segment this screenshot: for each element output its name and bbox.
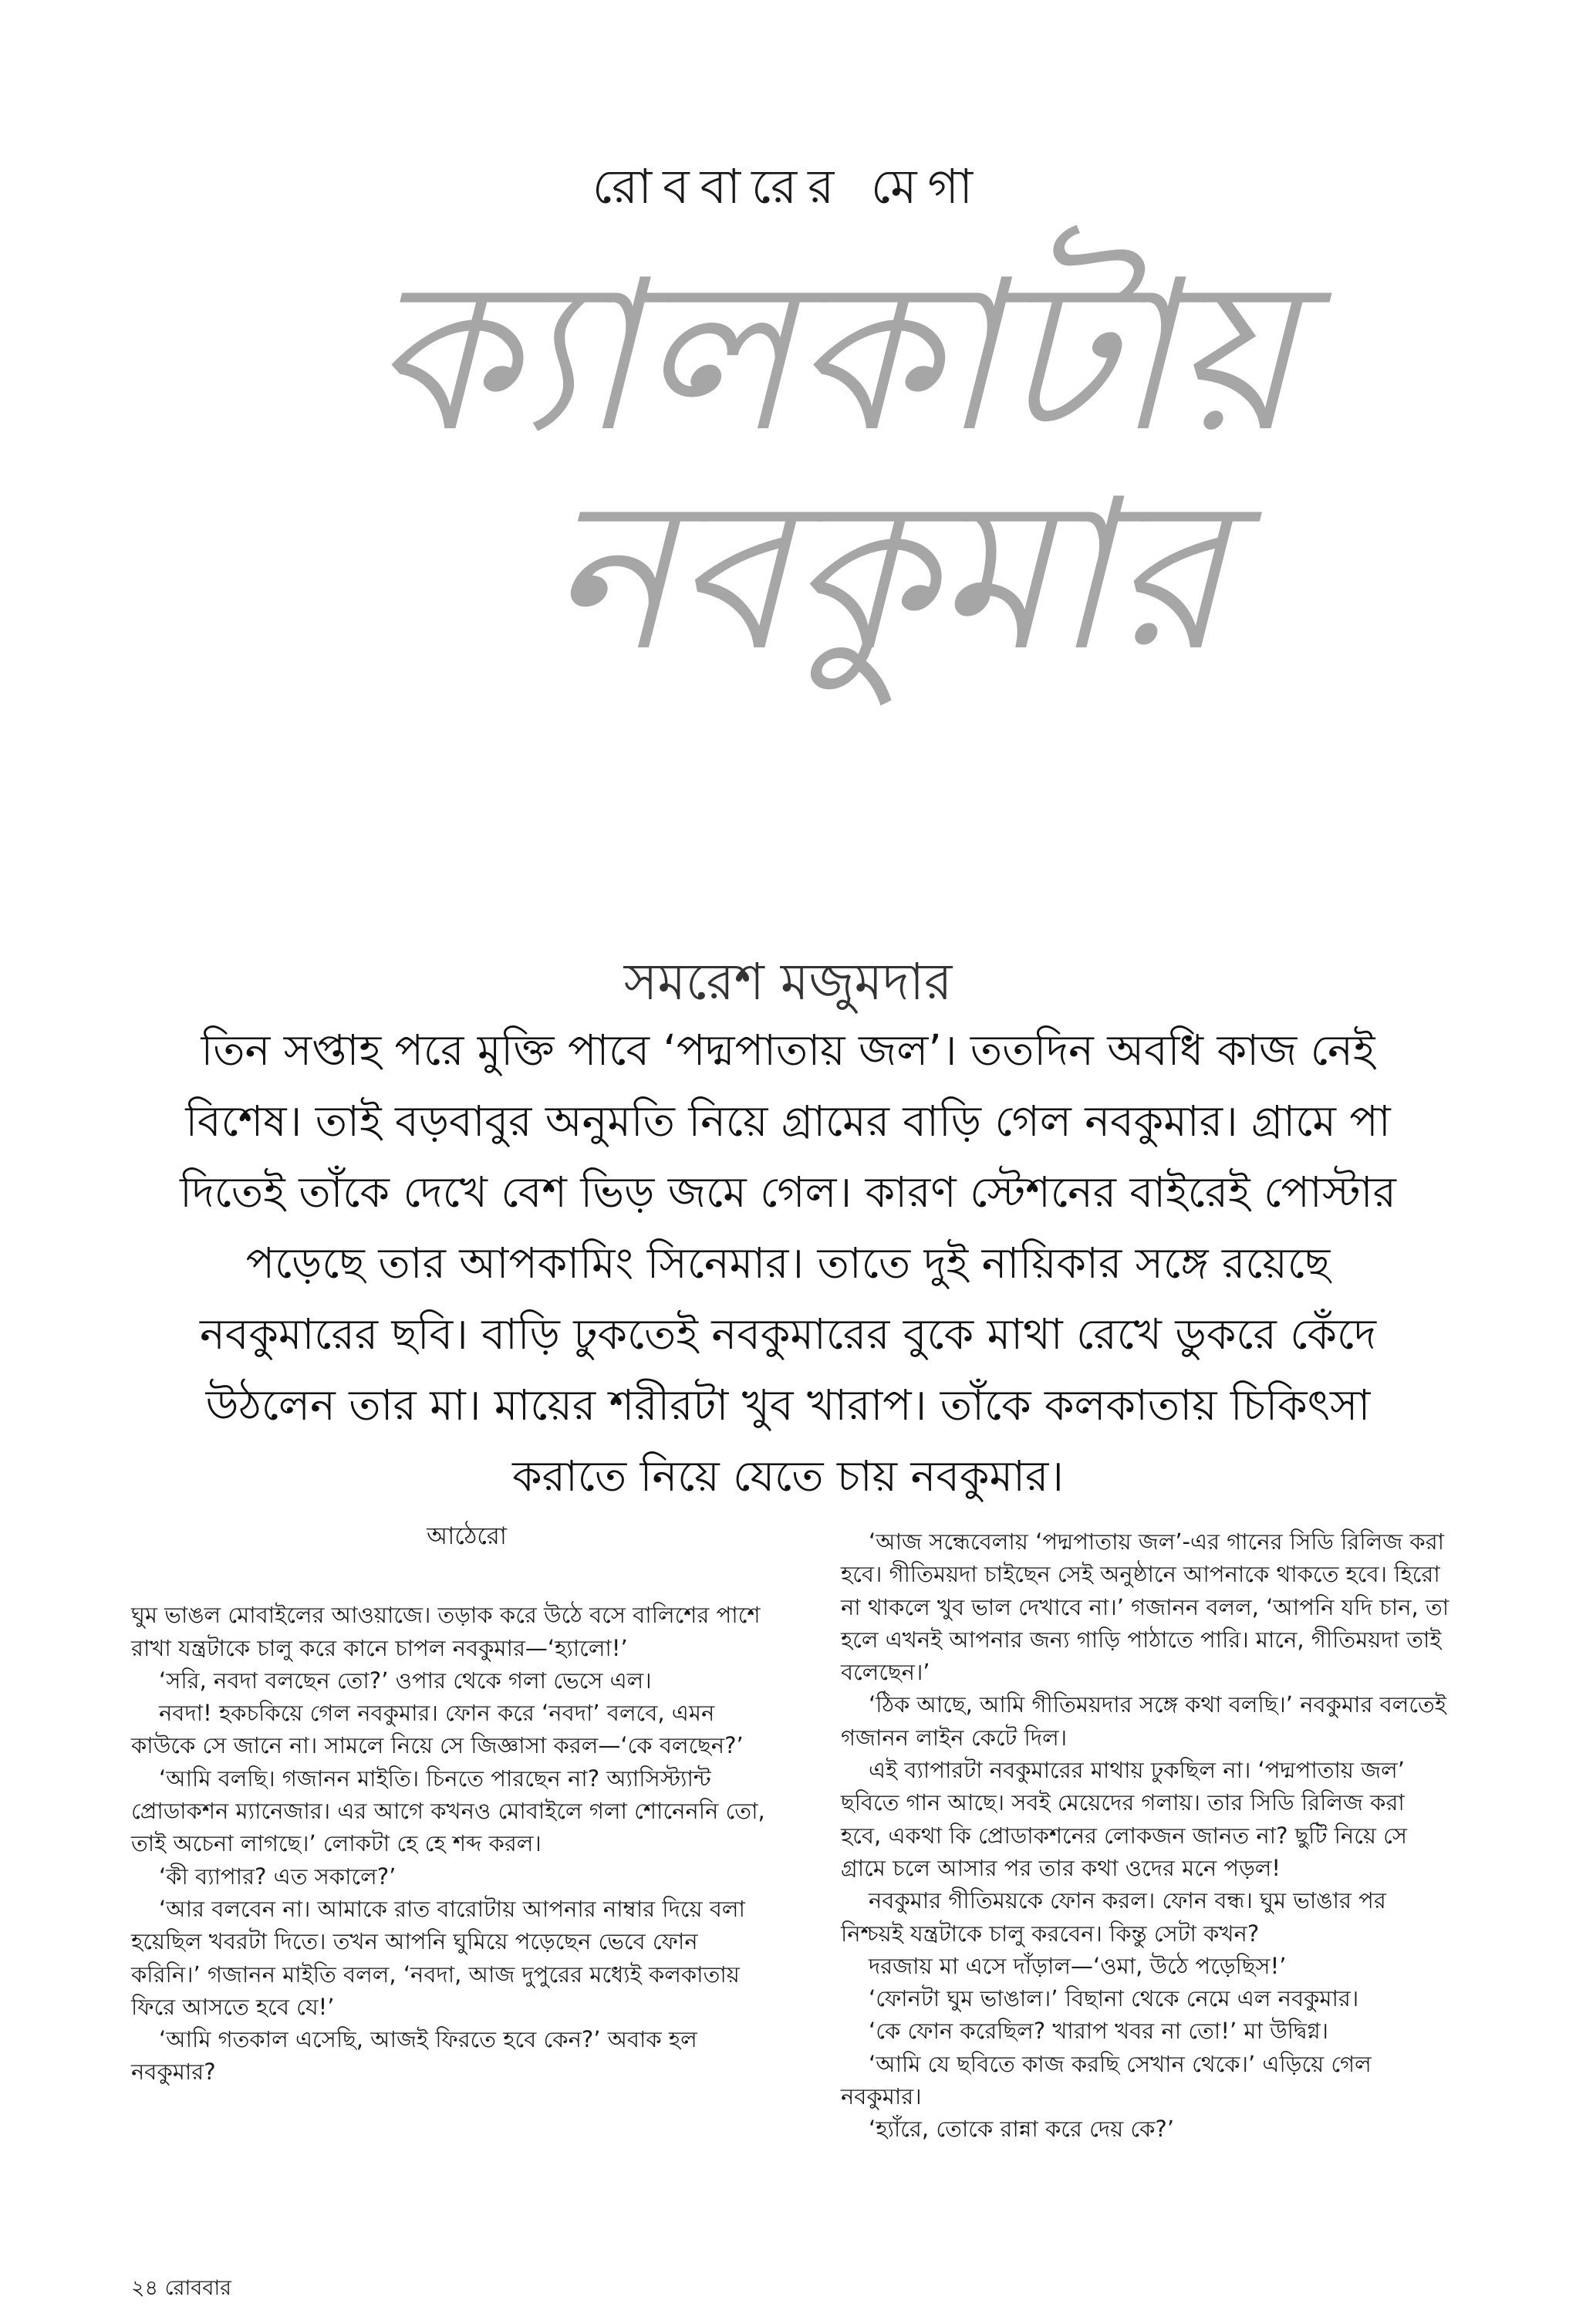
paragraph: ‘হ্যাঁরে, তোকে রান্না করে দেয় কে?’ [869,2116,1175,2143]
story-title-line-2: নবকুমার [548,453,1226,697]
paragraph: ‘আর বলবেন না। আমাকে রাত বারোটায় আপনার নাম্বার দিয়ে বলা হয়েছিল খবরটা দিতে। তখন আপনি ঘুমিয়ে পড়েছেন ভেবে ফোন করিনি।’ গজানন মাইতি বলল, ‘নবদা, আজ দুপুরের মধ্যেই কলকাতায় ফিরে আসতে হবে যে!’ [131,1895,745,2020]
kicker-heading: রোববারের মেগা [592,158,984,214]
paragraph: ‘ফোনটা ঘুম ভাঙাল।’ বিছানা থেকে নেমে এল নবকুমার। [869,1985,1359,2012]
chapter-heading: আঠেরো [427,1522,507,1550]
paragraph: ‘আজ সন্ধেবেলায় ‘পদ্মপাতায় জল’-এর গানের সিডি রিলিজ করা হবে। গীতিময়দা চাইছেন সেই অনুষ্ঠানে আপনাকে থাকতে হবে। হিরো না থাকলে খুব ভাল দেখাবে না।’ গজানন বলল, ‘আপনি যদি চান, তা হলে এখনই আপনার জন্য গাড়ি পাঠাতে পারি। মানে, গীতিময়দা তাই বলেছেন।’ [841,1529,1449,1686]
paragraph: নবকুমার গীতিময়কে ফোন করল। ফোন বন্ধ। ঘুম ভাঙার পর নিশ্চয়ই যন্ত্রটাকে চালু করবেন। কিন্তু সেটা কখন? [841,1887,1386,1947]
paragraph: ‘সরি, নবদা বলছেন তো?’ ওপার থেকে গলা ভেসে এল। [159,1667,652,1694]
text-column-left [131,1520,771,2089]
paragraph: ‘কী ব্যাপার? এত সকালে?’ [159,1863,397,1890]
text-column-right [841,1525,1450,2146]
story-title [324,235,1342,697]
paragraph: ‘আমি বলছি। গজানন মাইতি। চিনতে পারছেন না? অ্যাসিস্ট্যান্ট প্রোডাকশন ম্যানেজার। এর আগে কখনও মোবাইলে গলা শোনেননি তো, তাই অচেনা লাগছে।’ লোকটা হে হে শব্দ করল। [131,1765,765,1857]
paragraph: ঘুম ভাঙল মোবাইলের আওয়াজে। তড়াক করে উঠে বসে বালিশের পাশে রাখা যন্ত্রটাকে চালু করে কানে চাপল নবকুমার—‘হ্যালো!’ [131,1602,761,1661]
paragraph: ‘ঠিক আছে, আমি গীতিময়দার সঙ্গে কথা বলছি।’ নবকুমার বলতেই গজানন লাইন কেটে দিল। [841,1691,1446,1751]
paragraph: ‘কে ফোন করেছিল? খারাপ খবর না তো!’ মা উদ্বিগ্ন। [869,2018,1329,2045]
paragraph: দরজায় মা এসে দাঁড়াল—‘ওমা, উঠে পড়েছিস!’ [869,1952,1287,1979]
paragraph: ‘আমি যে ছবিতে কাজ করছি সেখান থেকে।’ এড়িয়ে গেল নবকুমার। [841,2050,1372,2110]
author-name: সমরেশ মজুমদার [623,952,953,1012]
paragraph: ‘আমি গতকাল এসেছি, আজই ফিরতে হবে কেন?’ অবাক হল নবকুমার? [131,2026,697,2086]
page-folio: ২৪ রোববার [131,2276,232,2300]
paragraph: নবদা! হকচকিয়ে গেল নবকুমার। ফোন করে ‘নবদা’ বলবে, এমন কাউকে সে জানে না। সামলে নিয়ে সে জিজ্ঞাসা করল—‘কে বলছেন?’ [131,1700,744,1759]
story-title-line-1: ক্যালকাটায় [370,235,1296,478]
paragraph: এই ব্যাপারটা নবকুমারের মাথায় ঢুকছিল না। ‘পদ্মপাতায় জল’ ছবিতে গান আছে। সবই মেয়েদের গলায়। তার সিডি রিলিজ করা হবে, একথা কি প্রোডাকশনের লোকজন জানত না? ছুটি নিয়ে সে গ্রামে চলে আসার পর তার কথা ওদের মনে পড়ল! [841,1757,1408,1881]
intro-standfirst: তিন সপ্তাহ পরে মুক্তি পাবে ‘পদ্মপাতায় জল’। ততদিন অবধি কাজ নেই বিশেষ। তাই বড়বাবুর অনুমতি নিয়ে গ্রামের বাড়ি গেল নবকুমার। গ্রামে পা দিতেই তাঁকে দেখে বেশ ভিড় জমে গেল। কারণ স্টেশনের বাইরেই পোস্টার পড়েছে তার আপকামিং সিনেমার। তাতে দুই নায়িকার সঙ্গে রয়েছে নবকুমারের ছবি। বাড়ি ঢুকতেই নবকুমারের বুকে মাথা রেখে ডুকরে কেঁদে উঠলেন তার মা। মায়ের শরীরটা খুব খারাপ। তাঁকে কলকাতায় চিকিৎসা করাতে নিয়ে যেতে চায় নবকুমার। [180,1025,1396,1501]
